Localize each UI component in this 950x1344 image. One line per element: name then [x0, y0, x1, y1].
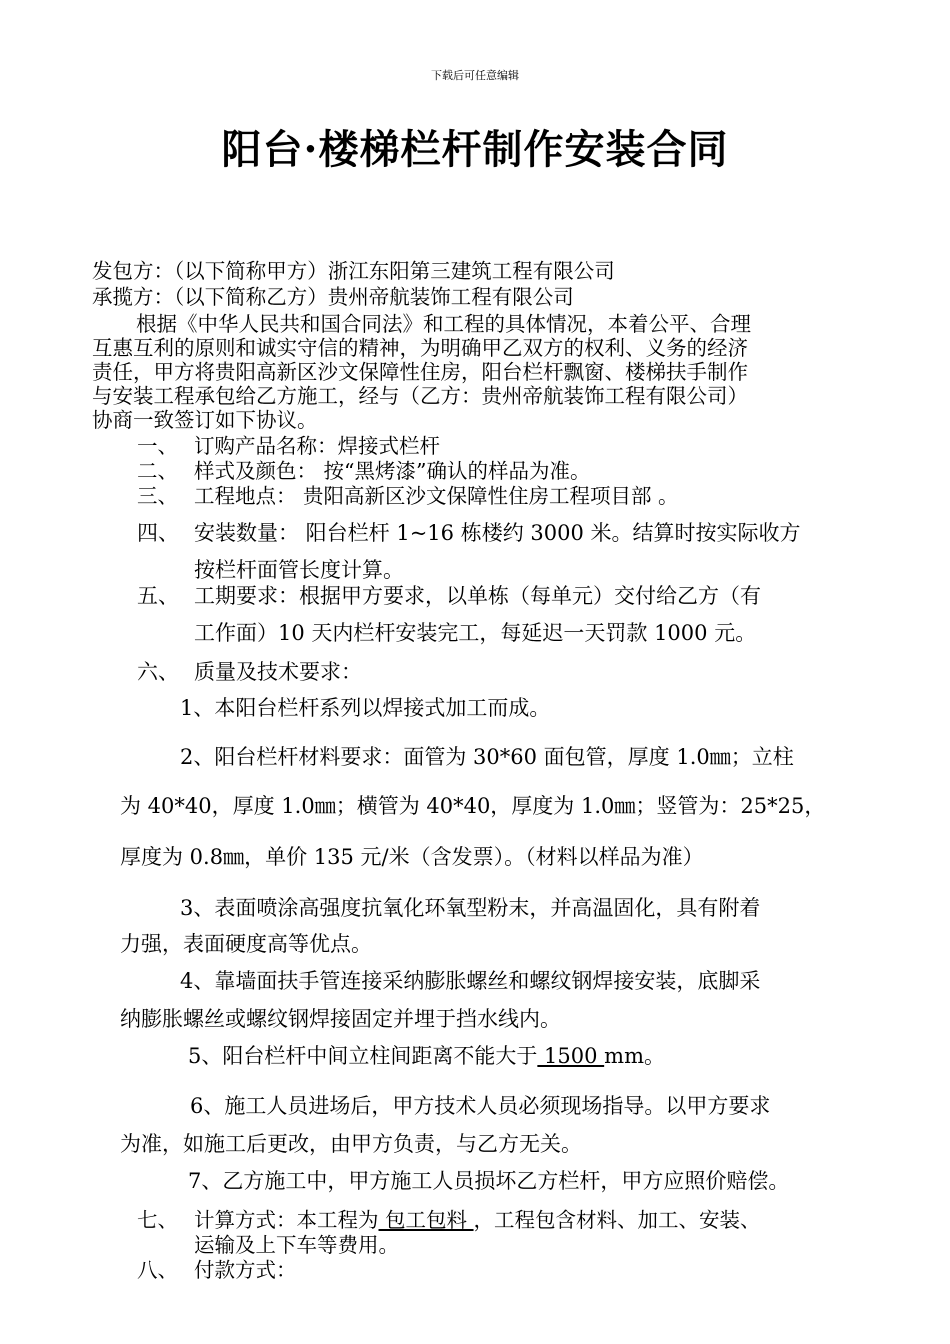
item-7: 7、乙方施工中，甲方施工人员损坏乙方栏杆，甲方应照价赔偿。: [188, 1169, 790, 1193]
item-2-line-2: 为 40*40，厚度 1.0㎜；横管为 40*40，厚度为 1.0㎜；竖管为：25*25，: [120, 794, 826, 818]
intro-line-5: 协商一致签订如下协议。: [92, 408, 318, 432]
section-number: 二、: [137, 459, 178, 483]
section-text-cont: ，工程包含材料、加工、安装、: [473, 1208, 761, 1232]
section-number: 七、: [137, 1208, 178, 1232]
document-title: 阳台·楼梯栏杆制作安装合同: [221, 126, 729, 173]
section-text: 样式及颜色： 按“黑烤漆”确认的样品为准。: [194, 459, 591, 483]
section-4: [137, 520, 801, 546]
section-text: 质量及技术要求：: [194, 660, 362, 684]
intro-line-2: 互惠互利的原则和诚实守信的精神，为明确甲乙双方的权利、义务的经济: [92, 336, 748, 360]
section-text: 工程地点： 贵阳高新区沙文保障性住房工程项目部 。: [194, 484, 679, 508]
section-8: [137, 1258, 297, 1282]
item-text: 5、阳台栏杆中间立柱间距离不能大于: [188, 1044, 538, 1068]
intro-line-3: 责任，甲方将贵阳高新区沙文保障性住房，阳台栏杆飘窗、楼梯扶手制作: [92, 360, 748, 384]
contractor-line: 承揽方：（以下简称乙方）贵州帝航装饰工程有限公司: [92, 285, 574, 309]
item-6-line-1: 6、施工人员进场后，甲方技术人员必须现场指导。以甲方要求: [190, 1094, 771, 1118]
item-1: 1、本阳台栏杆系列以焊接式加工而成。: [180, 696, 551, 720]
section-text: 付款方式：: [194, 1258, 297, 1282]
section-6: [137, 659, 362, 685]
item-4-line-2: 纳膨胀螺丝或螺纹钢焊接固定并埋于挡水线内。: [120, 1007, 561, 1031]
item-3-line-2: 力强，表面硬度高等优点。: [120, 932, 372, 956]
section-7-cont: 运输及上下车等费用。: [194, 1233, 399, 1257]
section-text: 计算方式：本工程为: [194, 1208, 379, 1232]
section-5-cont: 工作面）10 天内栏杆安装完工，每延迟一天罚款 1000 元。: [194, 621, 757, 645]
pricing-method: 包工包料: [378, 1208, 474, 1232]
section-text: 安装数量： 阳台栏杆 1~16 栋楼约 3000 米。结算时按实际收方: [194, 521, 801, 545]
section-7: [137, 1208, 761, 1232]
section-5: [137, 583, 761, 609]
item-unit: mm。: [604, 1044, 665, 1068]
section-text: 订购产品名称：焊接式栏杆: [194, 434, 440, 458]
item-4-line-1: 4、靠墙面扶手管连接采纳膨胀螺丝和螺纹钢焊接安装，底脚采: [180, 969, 761, 993]
section-4-cont: 按栏杆面管长度计算。: [194, 558, 404, 582]
section-number: 六、: [137, 660, 179, 684]
section-3: [137, 484, 679, 508]
item-2-line-1: 2、阳台栏杆材料要求：面管为 30*60 面包管，厚度 1.0㎜；立柱: [180, 745, 794, 769]
intro-line-4: 与安装工程承包给乙方施工，经与（乙方：贵州帝航装饰工程有限公司）: [92, 384, 748, 408]
section-number: 四、: [137, 521, 179, 545]
section-number: 五、: [137, 584, 179, 608]
section-1: [137, 434, 440, 458]
section-number: 八、: [137, 1258, 178, 1282]
pillar-spacing-value: 1500: [537, 1044, 605, 1068]
item-2-line-3: 厚度为 0.8㎜，单价 135 元/米（含发票）。（材料以样品为准）: [120, 845, 704, 869]
intro-line-1: 根据《中华人民共和国合同法》和工程的具体情况，本着公平、合理: [136, 312, 751, 336]
section-2: [137, 459, 590, 483]
section-number: 三、: [137, 484, 178, 508]
item-5: [188, 1043, 665, 1069]
item-6-line-2: 为准，如施工后更改，由甲方负责，与乙方无关。: [120, 1132, 582, 1156]
section-number: 一、: [137, 434, 178, 458]
item-3-line-1: 3、表面喷涂高强度抗氧化环氧型粉末，并高温固化，具有附着: [180, 896, 761, 920]
page-header: 下载后可任意编辑: [431, 69, 519, 82]
employer-line: 发包方：（以下简称甲方）浙江东阳第三建筑工程有限公司: [92, 259, 615, 283]
section-text: 工期要求：根据甲方要求，以单栋（每单元）交付给乙方（有: [194, 584, 761, 608]
